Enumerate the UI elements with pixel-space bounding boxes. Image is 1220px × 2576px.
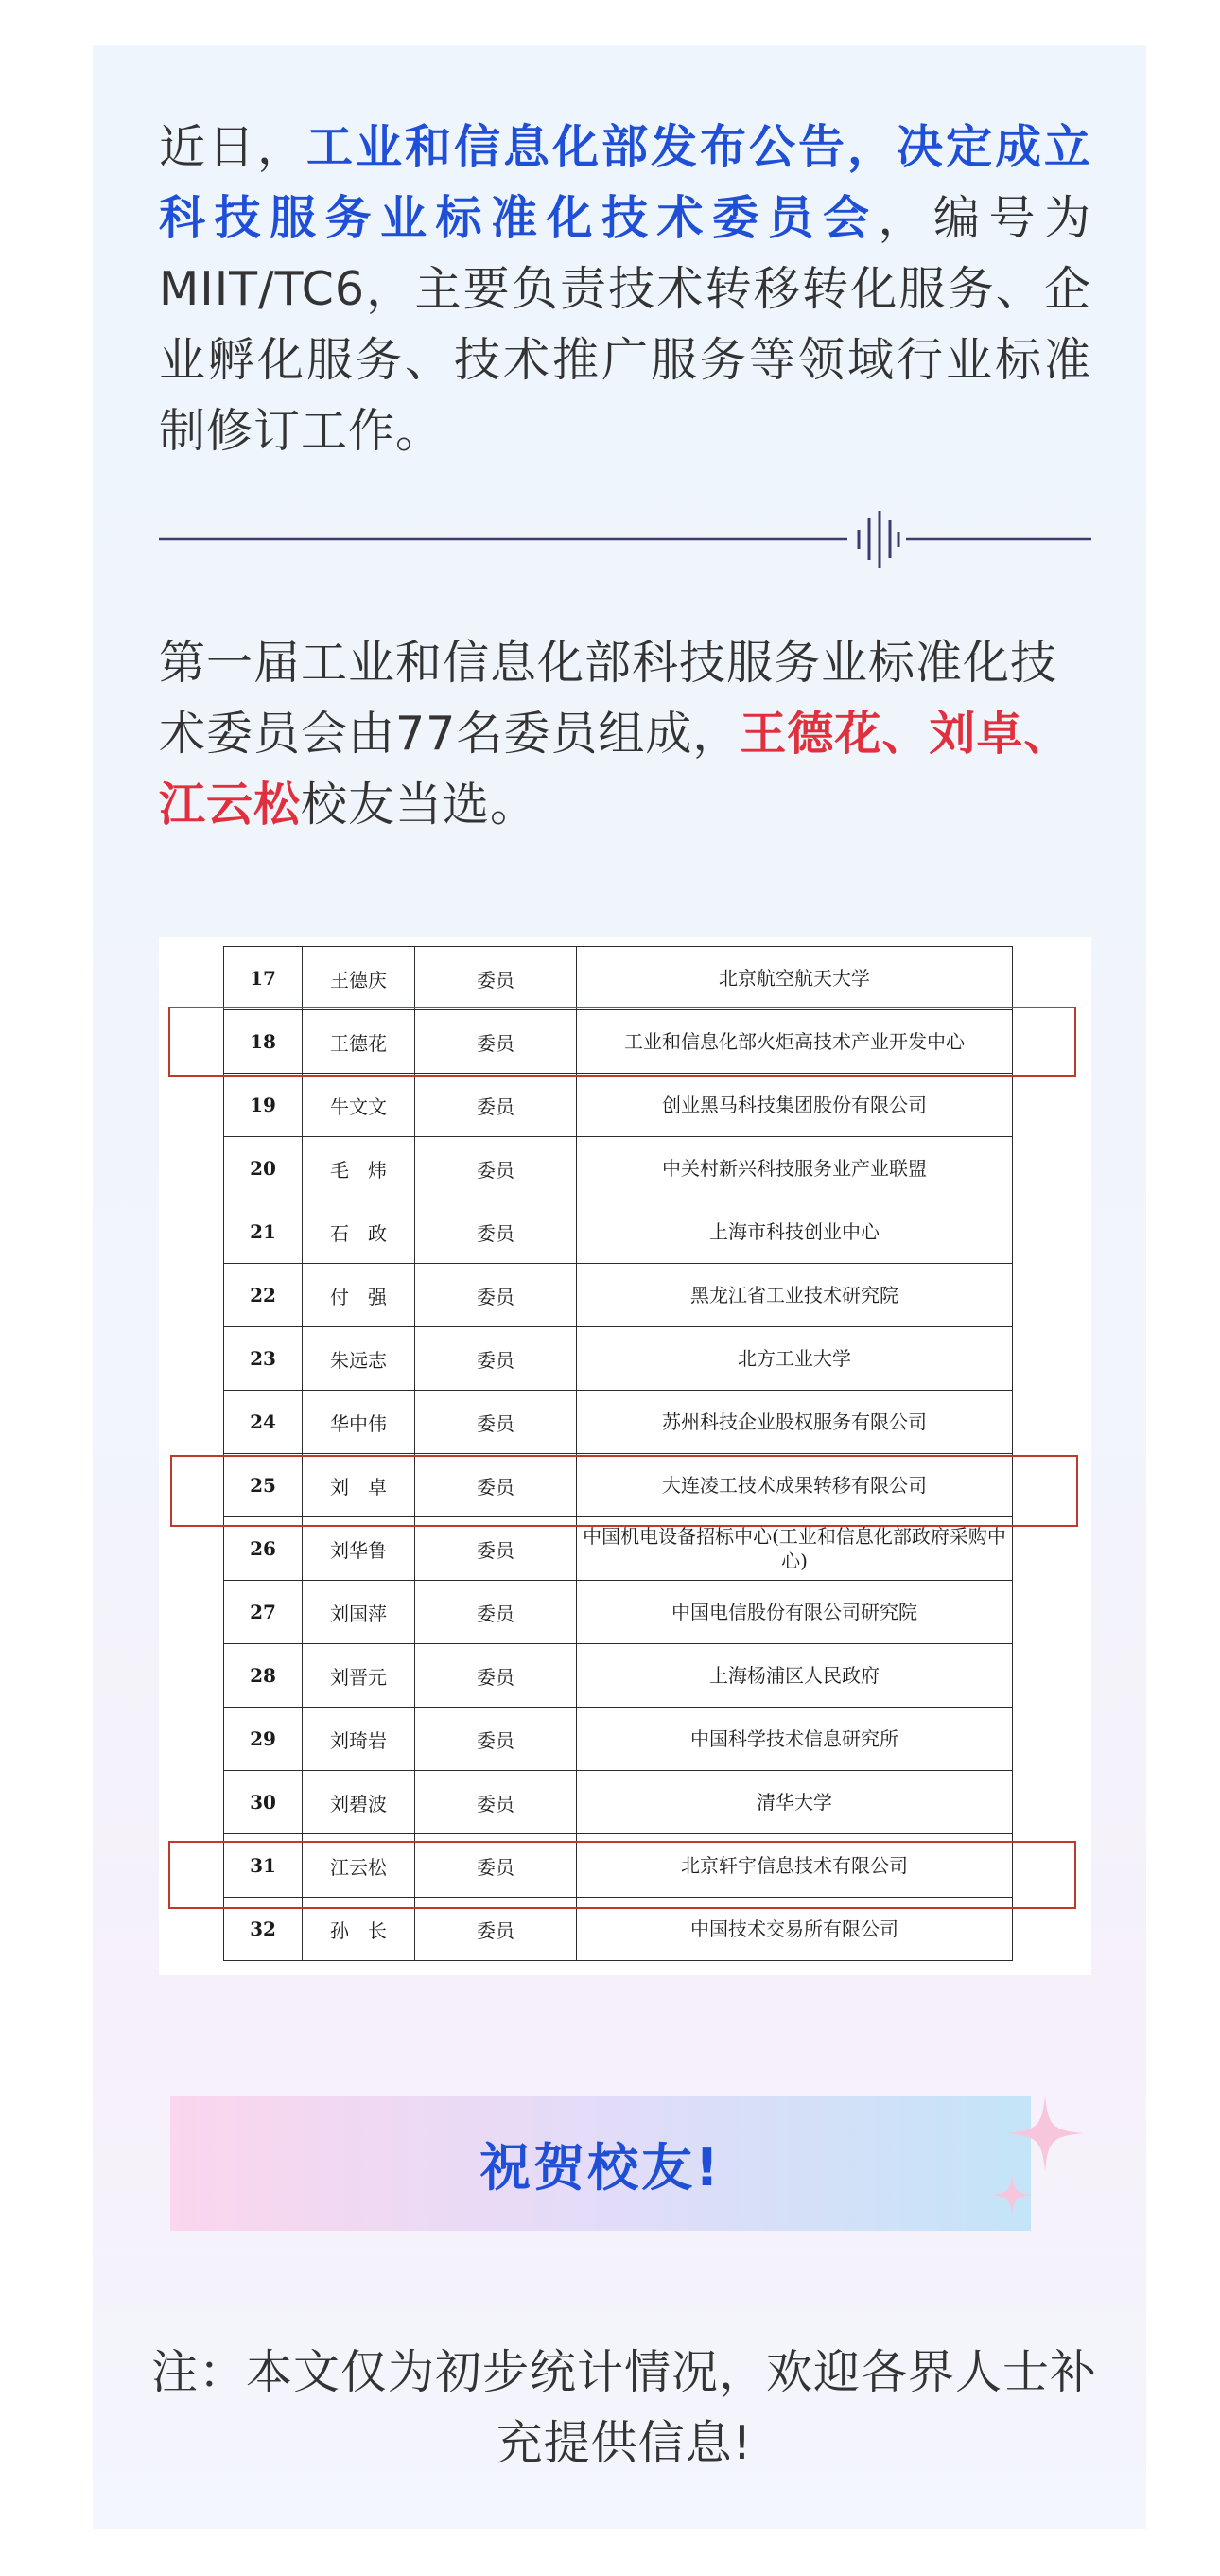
row-number: 27 [224, 1581, 303, 1644]
member-role: 委员 [415, 1264, 577, 1327]
intro-lead: 近日， [159, 120, 306, 174]
member-organization: 北京轩宇信息技术有限公司 [577, 1834, 1013, 1898]
row-number: 20 [224, 1137, 303, 1200]
member-name: 毛 炜 [303, 1137, 415, 1200]
member-role: 委员 [415, 1327, 577, 1391]
member-organization: 中国电信股份有限公司研究院 [577, 1581, 1013, 1644]
table-row [224, 1137, 1013, 1200]
member-role: 委员 [415, 1454, 577, 1517]
member-name: 刘 卓 [303, 1454, 415, 1517]
table-row [224, 1644, 1013, 1708]
row-number: 24 [224, 1391, 303, 1454]
banner-text: 祝贺校友! [479, 2137, 722, 2198]
member-organization: 清华大学 [577, 1771, 1013, 1834]
member-organization: 大连凌工技术成果转移有限公司 [577, 1454, 1013, 1517]
member-name: 刘碧波 [303, 1771, 415, 1834]
member-role: 委员 [415, 1200, 577, 1264]
member-organization: 苏州科技企业股权服务有限公司 [577, 1391, 1013, 1454]
table-row [224, 1327, 1013, 1391]
member-organization: 中国机电设备招标中心(工业和信息化部政府采购中心) [577, 1517, 1013, 1581]
row-number: 22 [224, 1264, 303, 1327]
row-number: 31 [224, 1834, 303, 1898]
member-name: 刘国萍 [303, 1581, 415, 1644]
member-name: 刘琦岩 [303, 1708, 415, 1771]
member-name: 王德花 [303, 1010, 415, 1074]
member-name: 付 强 [303, 1264, 415, 1327]
alumni-names: 王德花、刘卓、江云松 [159, 707, 1072, 832]
table-row [224, 1074, 1013, 1137]
row-number: 29 [224, 1708, 303, 1771]
table-row [224, 1264, 1013, 1327]
member-role: 委员 [415, 1074, 577, 1137]
intro-highlight: 工业和信息化部发布公告，决定成立科技服务业标准化技术委员会 [159, 120, 1091, 245]
member-role: 委员 [415, 1834, 577, 1898]
member-organization: 创业黑马科技集团股份有限公司 [577, 1074, 1013, 1137]
row-number: 26 [224, 1517, 303, 1581]
member-name: 孙 长 [303, 1898, 415, 1961]
member-role: 委员 [415, 1391, 577, 1454]
table-row [224, 947, 1013, 1010]
row-number: 25 [224, 1454, 303, 1517]
member-name: 石 政 [303, 1200, 415, 1264]
highlight-box-row-25 [170, 1455, 1078, 1527]
member-role: 委员 [415, 1708, 577, 1771]
member-role: 委员 [415, 1010, 577, 1074]
intro-paragraph [159, 112, 1091, 466]
member-role: 委员 [415, 1644, 577, 1708]
member-name: 刘华鲁 [303, 1517, 415, 1581]
row-number: 23 [224, 1327, 303, 1391]
table-row [224, 1581, 1013, 1644]
member-name: 王德庆 [303, 947, 415, 1010]
table-row [224, 1771, 1013, 1834]
member-organization: 中国技术交易所有限公司 [577, 1898, 1013, 1961]
member-role: 委员 [415, 1137, 577, 1200]
row-number: 19 [224, 1074, 303, 1137]
member-role: 委员 [415, 1517, 577, 1581]
member-name: 江云松 [303, 1834, 415, 1898]
row-number: 28 [224, 1644, 303, 1708]
row-number: 17 [224, 947, 303, 1010]
table-row [224, 1200, 1013, 1264]
member-role: 委员 [415, 947, 577, 1010]
member-organization: 中关村新兴科技服务业产业联盟 [577, 1137, 1013, 1200]
member-name: 刘晋元 [303, 1644, 415, 1708]
footnote: 注：本文仅为初步统计情况，欢迎各界人士补充提供信息! [151, 2345, 1098, 2470]
member-role: 委员 [415, 1898, 577, 1961]
election-paragraph [159, 627, 1091, 840]
row-number: 18 [224, 1010, 303, 1074]
member-organization: 上海杨浦区人民政府 [577, 1644, 1013, 1708]
congratulations-banner [170, 2096, 1031, 2231]
soundwave-divider-icon [159, 511, 1091, 568]
member-name: 华中伟 [303, 1391, 415, 1454]
row-number: 32 [224, 1898, 303, 1961]
committee-roster-table [223, 946, 1013, 1961]
member-name: 牛文文 [303, 1074, 415, 1137]
intro-rest: ，编号为MIIT/TC6，主要负责技术转移转化服务、企业孵化服务、技术推广服务等领域行业标准制修订工作。 [159, 191, 1091, 458]
member-role: 委员 [415, 1771, 577, 1834]
highlight-box-row-31 [168, 1841, 1076, 1909]
election-rest: 校友当选。 [301, 778, 538, 832]
table-row [224, 1391, 1013, 1454]
committee-roster-image [159, 937, 1091, 1975]
member-role: 委员 [415, 1581, 577, 1644]
member-organization: 上海市科技创业中心 [577, 1200, 1013, 1264]
member-organization: 中国科学技术信息研究所 [577, 1708, 1013, 1771]
highlight-box-row-18 [168, 1007, 1076, 1077]
member-organization: 工业和信息化部火炬高技术产业开发中心 [577, 1010, 1013, 1074]
row-number: 30 [224, 1771, 303, 1834]
member-organization: 黑龙江省工业技术研究院 [577, 1264, 1013, 1327]
sparkle-icon [991, 2174, 1033, 2216]
election-lead: 第一届工业和信息化部科技服务业标准化技术委员会由77名委员组成， [159, 636, 1058, 761]
table-row [224, 1708, 1013, 1771]
member-organization: 北京航空航天大学 [577, 947, 1013, 1010]
member-name: 朱远志 [303, 1327, 415, 1391]
member-organization: 北方工业大学 [577, 1327, 1013, 1391]
row-number: 21 [224, 1200, 303, 1264]
sparkle-icon [1007, 2095, 1083, 2171]
